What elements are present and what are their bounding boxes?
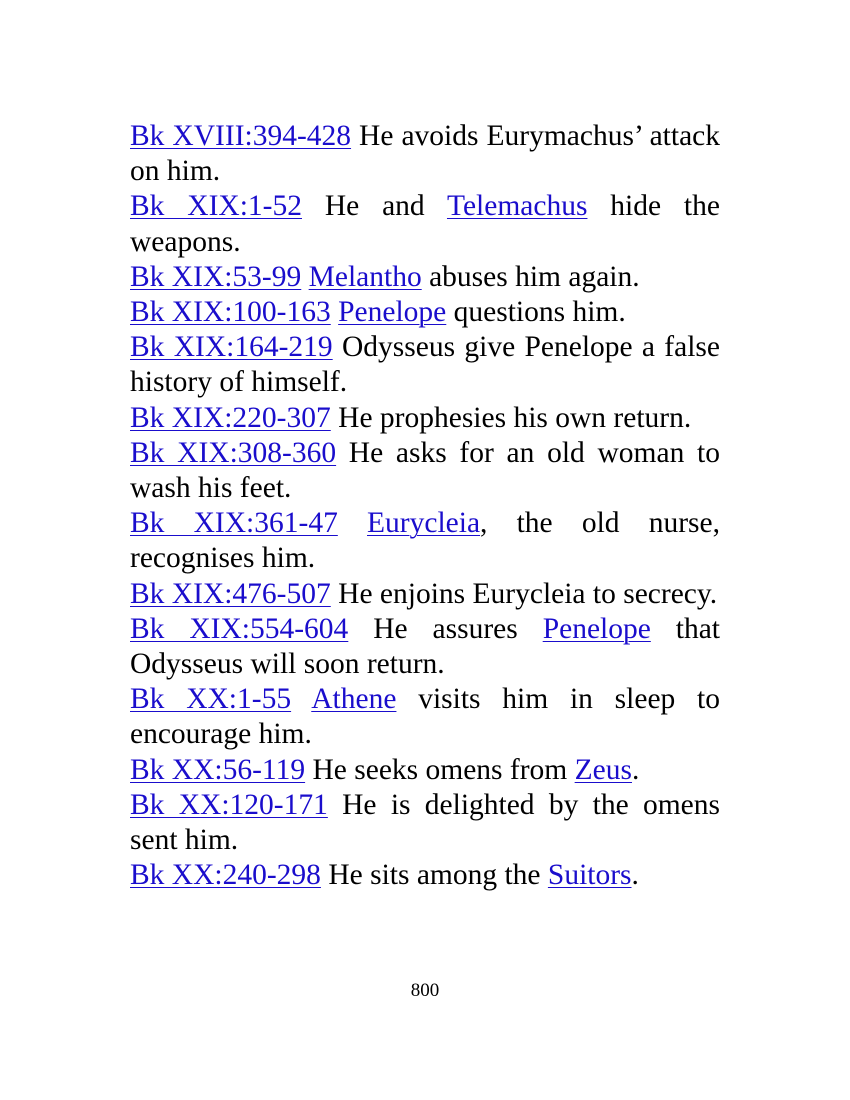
reference-link[interactable]: Bk XIX:476-507 — [130, 577, 331, 610]
list-item — [130, 788, 720, 858]
entry-text: . — [631, 753, 640, 786]
entry-text: He sits among the — [320, 859, 548, 892]
list-item — [130, 612, 720, 682]
reference-link[interactable]: Bk XX:240-298 — [130, 859, 321, 892]
list-item — [130, 858, 720, 893]
reference-link[interactable]: Bk XIX:308-360 — [130, 436, 337, 469]
list-item — [130, 753, 720, 788]
reference-link[interactable]: Bk XIX:164-219 — [130, 331, 333, 364]
page-number: 800 — [410, 980, 440, 1001]
entry-text: . — [631, 859, 639, 892]
character-link-penelope[interactable]: Penelope — [338, 296, 447, 329]
entry-text — [301, 261, 308, 293]
entry-text — [338, 507, 367, 539]
reference-link[interactable]: Bk XIX:554-604 — [130, 612, 349, 645]
character-link-telemachus[interactable]: Telemachus — [446, 190, 588, 223]
list-item — [130, 506, 720, 576]
entry-text: He avoids Eurymachus’ attack on him. — [130, 120, 721, 188]
list-item — [130, 260, 720, 295]
reference-link[interactable]: Bk XVIII:394-428 — [130, 120, 352, 152]
list-item — [130, 330, 720, 400]
list-item — [130, 682, 720, 752]
entry-text: He enjoins Eurycleia to secrecy. — [330, 577, 718, 610]
reference-link[interactable]: Bk XIX:220-307 — [130, 401, 331, 434]
entry-text: , the old nurse, recognises him. — [130, 507, 720, 575]
reference-link[interactable]: Bk XX:120-171 — [130, 788, 328, 821]
character-link-melantho[interactable]: Melantho — [308, 260, 422, 293]
character-link-eurycleia[interactable]: Eurycleia — [367, 507, 481, 540]
entry-text: questions him. — [446, 296, 626, 329]
entry-text: He and — [301, 190, 447, 223]
entry-text: He seeks omens from — [305, 753, 575, 786]
entry-text: He assures — [348, 612, 543, 645]
character-link-penelope[interactable]: Penelope — [542, 612, 651, 645]
entry-text: He asks for an old woman to wash his feet. — [130, 436, 720, 505]
reference-link[interactable]: Bk XX:56-119 — [130, 753, 306, 786]
reference-link[interactable]: Bk XIX:361-47 — [130, 507, 338, 540]
list-item — [130, 295, 720, 330]
entry-text: He is delighted by the omens sent him. — [130, 788, 720, 857]
character-link-zeus[interactable]: Zeus — [574, 753, 632, 786]
entry-text — [291, 683, 311, 715]
list-item — [130, 401, 720, 436]
entry-text: visits him in sleep to encourage him. — [130, 683, 721, 751]
list-item — [130, 577, 720, 612]
character-link-athene[interactable]: Athene — [311, 683, 397, 716]
list-item — [130, 436, 720, 506]
reference-link[interactable]: Bk XIX:53-99 — [130, 260, 302, 293]
entry-text: Odysseus give Penelope a false history of himself. — [130, 331, 720, 399]
reference-link[interactable]: Bk XX:1-55 — [130, 683, 292, 716]
entry-text: hide the weapons. — [130, 190, 720, 258]
reference-link[interactable]: Bk XIX:100-163 — [130, 296, 331, 329]
character-link-suitors[interactable]: Suitors — [547, 859, 632, 892]
entry-text: He prophesies his own return. — [330, 401, 692, 434]
entry-text: that Odysseus will soon return. — [130, 612, 720, 681]
list-item — [130, 119, 720, 189]
list-item — [130, 189, 720, 259]
reference-list — [130, 119, 720, 893]
entry-text: abuses him again. — [421, 260, 640, 293]
reference-link[interactable]: Bk XIX:1-52 — [130, 190, 302, 223]
